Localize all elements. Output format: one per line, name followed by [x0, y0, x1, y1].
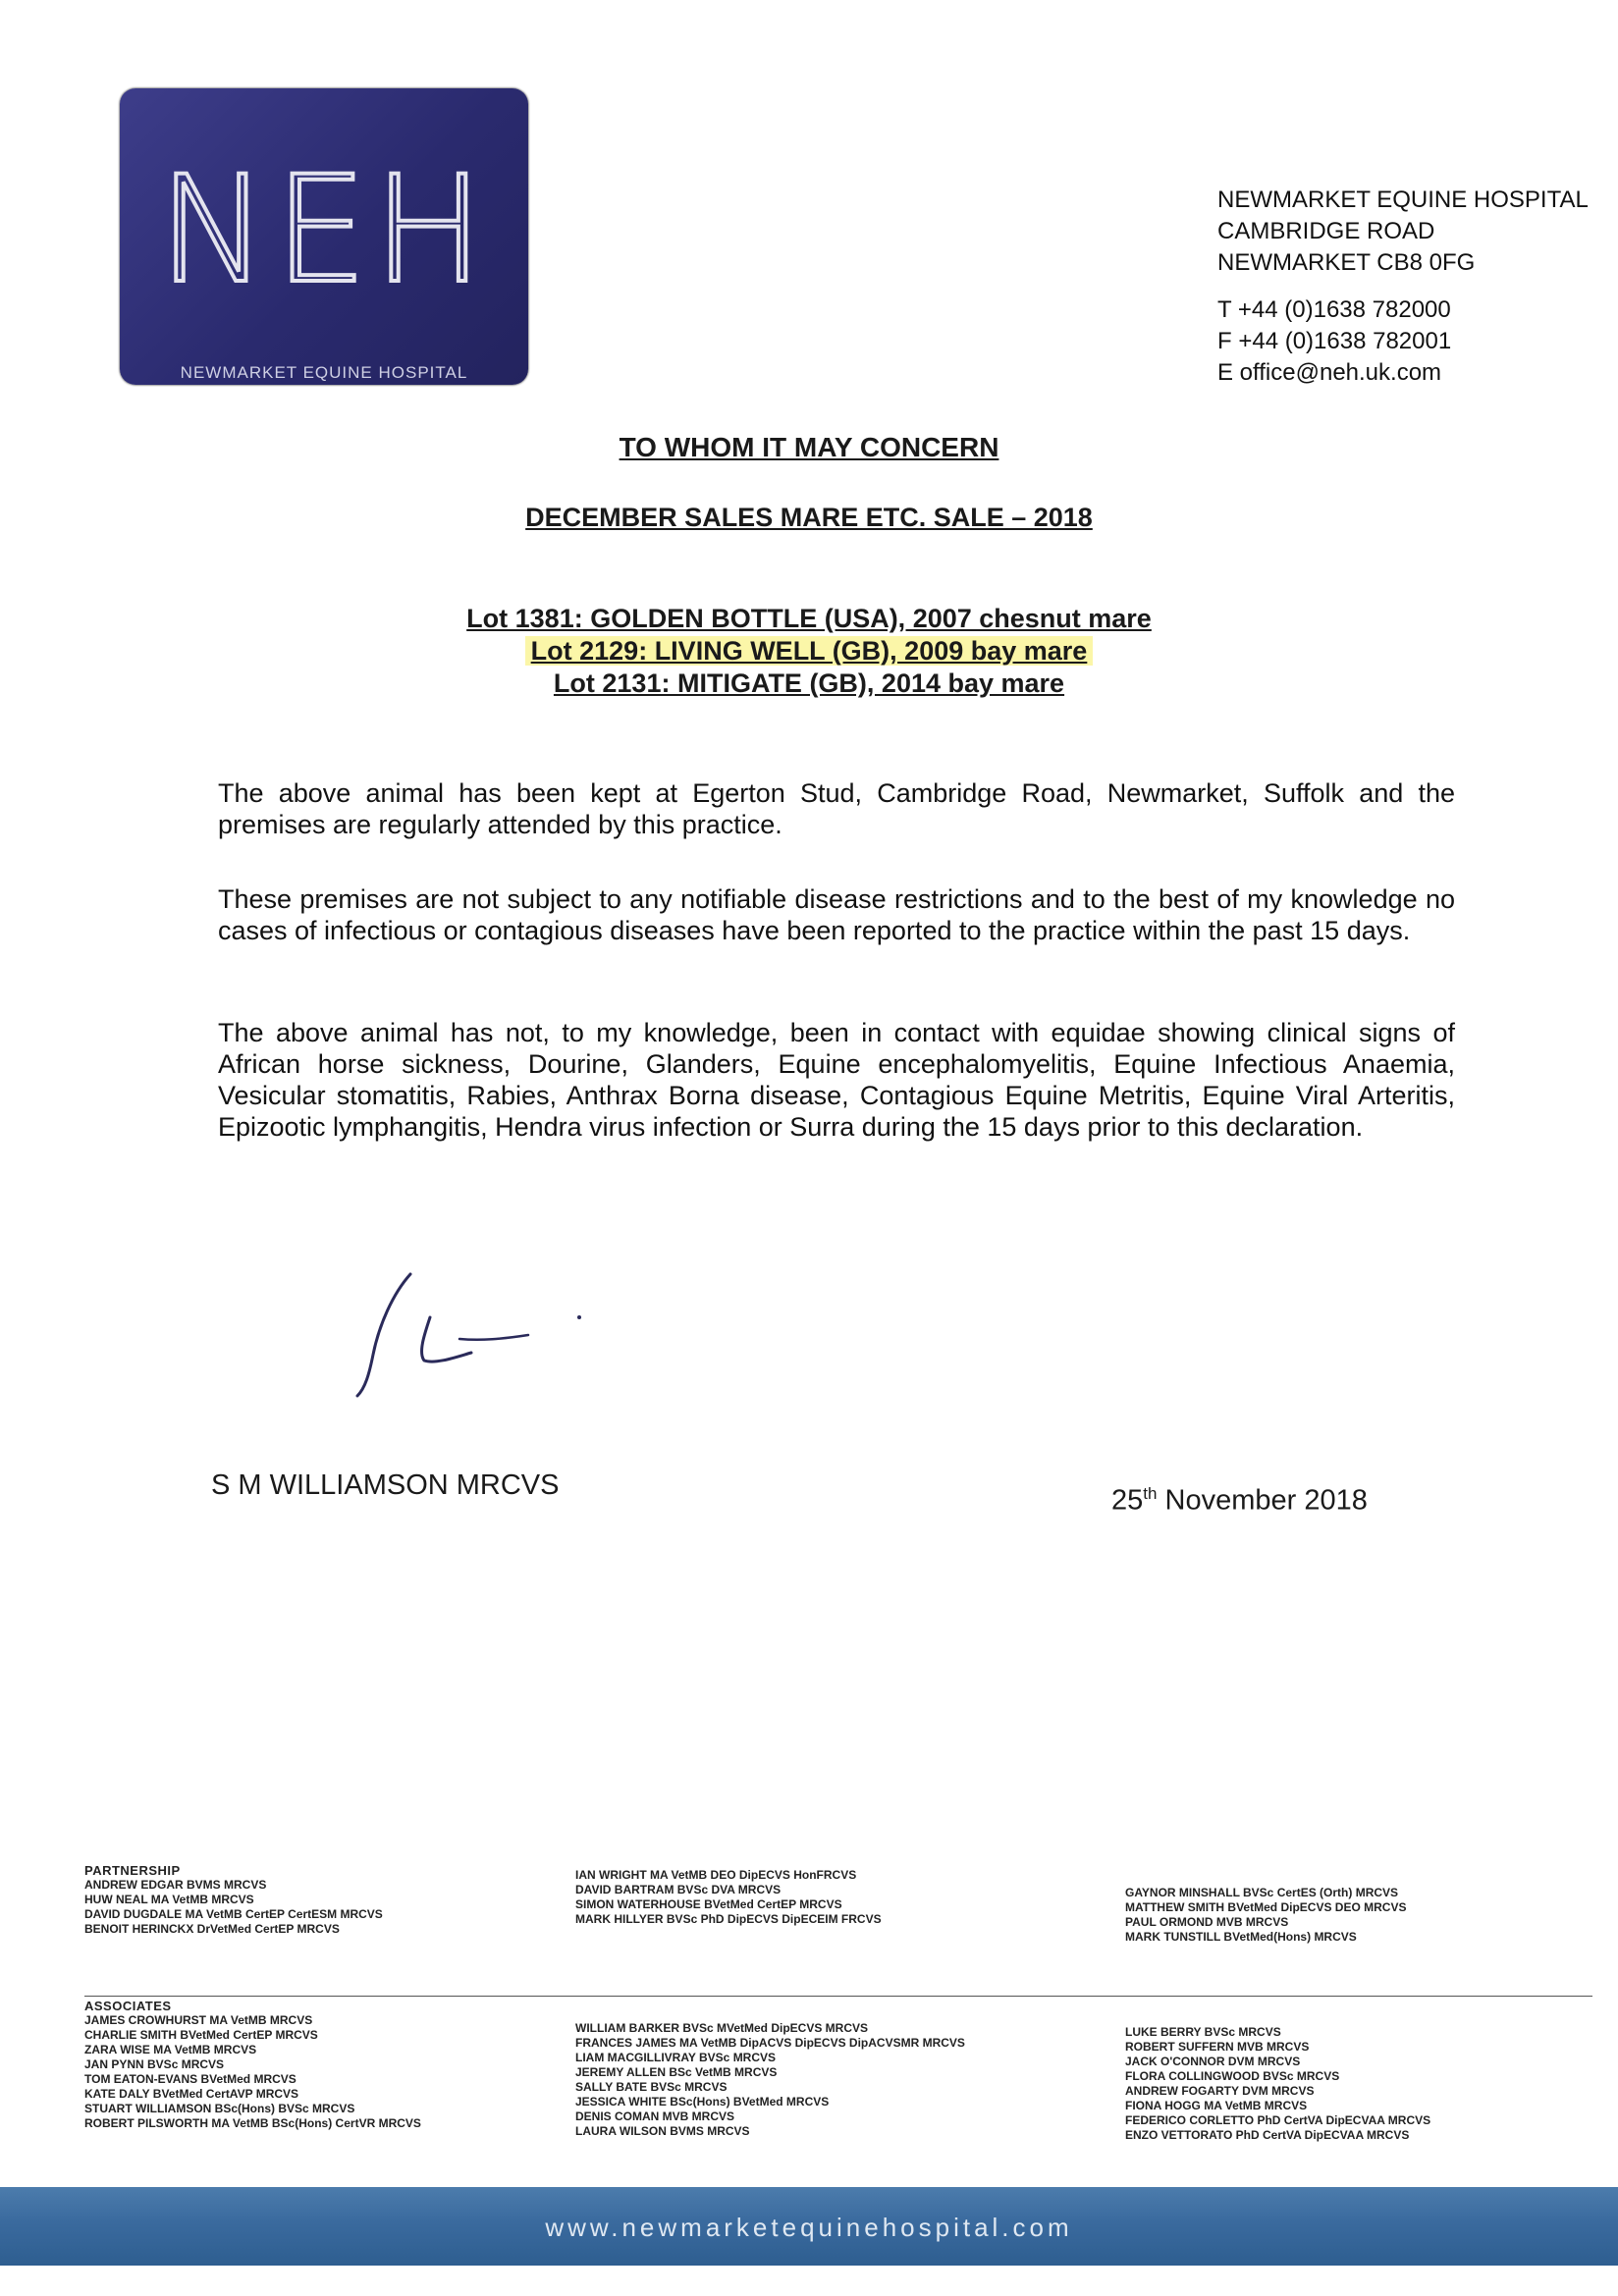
letter-date: 25th November 2018	[1111, 1484, 1368, 1517]
associate-name: LIAM MACGILLIVRAY BVSc MRCVS	[575, 2051, 777, 2064]
associate-name: JESSICA WHITE BSc(Hons) BVetMed MRCVS	[575, 2095, 830, 2109]
associate-name: ROBERT SUFFERN MVB MRCVS	[1125, 2040, 1310, 2054]
associate-name: JEREMY ALLEN BSc VetMB MRCVS	[575, 2065, 778, 2079]
fax: F +44 (0)1638 782001	[1217, 328, 1452, 354]
associate-name: ANDREW FOGARTY DVM MRCVS	[1125, 2084, 1315, 2098]
partner-name: PAUL ORMOND MVB MRCVS	[1125, 1915, 1289, 1929]
partner-name: DAVID DUGDALE MA VetMB CertEP CertESM MRCVS	[84, 1907, 383, 1921]
paragraph-disease-restrictions: These premises are not subject to any notifiable disease restrictions and to the best of my knowledge no cases of infectious or contagious diseases have been reported to the practice within the past 15 days.	[218, 884, 1455, 945]
associate-name: JAN PYNN BVSc MRCVS	[84, 2057, 225, 2071]
website-link[interactable]: www.newmarketequinehospital.com	[545, 2213, 1073, 2242]
associate-name: KATE DALY BVetMed CertAVP MRCVS	[84, 2087, 299, 2101]
email: E office@neh.uk.com	[1217, 359, 1442, 386]
partner-name: ANDREW EDGAR BVMS MRCVS	[84, 1878, 267, 1892]
associate-name: ENZO VETTORATO PhD CertVA DipECVAA MRCVS	[1125, 2128, 1410, 2142]
associate-name: JAMES CROWHURST MA VetMB MRCVS	[84, 2013, 313, 2027]
footer-partnership	[84, 1863, 1596, 1945]
footer-associates	[84, 1999, 1596, 2143]
partner-name: DAVID BARTRAM BVSc DVA MRCVS	[575, 1883, 782, 1896]
associates-column-3	[1125, 2013, 1596, 2143]
associates-column-1	[84, 2013, 575, 2143]
associate-name: SALLY BATE BVSc MRCVS	[575, 2080, 728, 2094]
partner-name: BENOIT HERINCKX DrVetMed CertEP MRCVS	[84, 1922, 340, 1936]
address-line-3: NEWMARKET CB8 0FG	[1217, 249, 1476, 276]
logo-subtitle: NEWMARKET EQUINE HOSPITAL	[180, 363, 468, 382]
associates-column-2	[575, 2013, 1125, 2143]
neh-logo	[120, 88, 528, 385]
partner-name: SIMON WATERHOUSE BVetMed CertEP MRCVS	[575, 1897, 842, 1911]
associate-name: FIONA HOGG MA VetMB MRCVS	[1125, 2099, 1308, 2112]
partner-name: GAYNOR MINSHALL BVSc CertES (Orth) MRCVS	[1125, 1886, 1399, 1899]
address-block	[1217, 185, 1600, 389]
letter-heading: TO WHOM IT MAY CONCERN	[619, 432, 999, 462]
partnership-column-1	[84, 1878, 575, 1945]
lot-item: Lot 2131: MITIGATE (GB), 2014 bay mare	[553, 668, 1065, 698]
partnership-column-3	[1125, 1878, 1596, 1945]
lot-item-highlighted: Lot 2129: LIVING WELL (GB), 2009 bay mare	[0, 635, 1618, 667]
signer-name: S M WILLIAMSON MRCVS	[211, 1469, 560, 1501]
phone: T +44 (0)1638 782000	[1217, 296, 1451, 323]
footer-divider	[84, 1996, 1592, 1997]
letter-subheading: DECEMBER SALES MARE ETC. SALE – 2018	[525, 503, 1093, 532]
associate-name: FRANCES JAMES MA VetMB DipACVS DipECVS DipACVSMR MRCVS	[575, 2036, 965, 2050]
associate-name: LAURA WILSON BVMS MRCVS	[575, 2124, 750, 2138]
associates-label: ASSOCIATES	[84, 1999, 172, 2013]
associate-name: CHARLIE SMITH BVetMed CertEP MRCVS	[84, 2028, 318, 2042]
associate-name: ROBERT PILSWORTH MA VetMB BSc(Hons) CertVR MRCVS	[84, 2116, 421, 2130]
address-line-1: NEWMARKET EQUINE HOSPITAL	[1217, 187, 1589, 213]
partnership-label: PARTNERSHIP	[84, 1863, 181, 1878]
associate-name: FLORA COLLINGWOOD BVSc MRCVS	[1125, 2069, 1340, 2083]
associate-name: JACK O'CONNOR DVM MRCVS	[1125, 2055, 1301, 2068]
partnership-column-2	[575, 1868, 1125, 1945]
partner-name: HUW NEAL MA VetMB MRCVS	[84, 1893, 254, 1906]
logo-mark: NEH	[158, 145, 490, 316]
associate-name: LUKE BERRY BVSc MRCVS	[1125, 2025, 1281, 2039]
handwritten-signature	[334, 1266, 599, 1404]
partner-name: MARK TUNSTILL BVetMed(Hons) MRCVS	[1125, 1930, 1357, 1944]
associate-name: DENIS COMAN MVB MRCVS	[575, 2109, 735, 2123]
address-line-2: CAMBRIDGE ROAD	[1217, 218, 1435, 244]
partner-name: MARK HILLYER BVSc PhD DipECVS DipECEIM FRCVS	[575, 1912, 882, 1926]
partner-name: MATTHEW SMITH BVetMed DipECVS DEO MRCVS	[1125, 1900, 1407, 1914]
associate-name: TOM EATON-EVANS BVetMed MRCVS	[84, 2072, 297, 2086]
associate-name: FEDERICO CORLETTO PhD CertVA DipECVAA MRCVS	[1125, 2113, 1431, 2127]
lot-item: Lot 1381: GOLDEN BOTTLE (USA), 2007 chesnut mare	[466, 604, 1152, 633]
associate-name: WILLIAM BARKER BVSc MVetMed DipECVS MRCVS	[575, 2021, 869, 2035]
associate-name: ZARA WISE MA VetMB MRCVS	[84, 2043, 257, 2056]
paragraph-premises: The above animal has been kept at Egerton Stud, Cambridge Road, Newmarket, Suffolk and the premises are regularly attended by this practice.	[218, 778, 1455, 839]
partner-name: IAN WRIGHT MA VetMB DEO DipECVS HonFRCVS	[575, 1868, 857, 1882]
associate-name: STUART WILLIAMSON BSc(Hons) BVSc MRCVS	[84, 2102, 355, 2115]
paragraph-contact-declaration: The above animal has not, to my knowledge, been in contact with equidae showing clinical signs of African horse sickness, Dourine, Glanders, Equine encephalomyelitis, Equine Infectious Anaemia, Vesicular stomatitis, Rabies, Anthrax Borna disease, Contagious Equine Metritis, Equine Viral Arteritis, Epizootic lymphangitis, Hendra virus infection or Surra during the 15 days prior to this declaration.	[218, 1018, 1455, 1142]
lot-list	[0, 603, 1618, 700]
